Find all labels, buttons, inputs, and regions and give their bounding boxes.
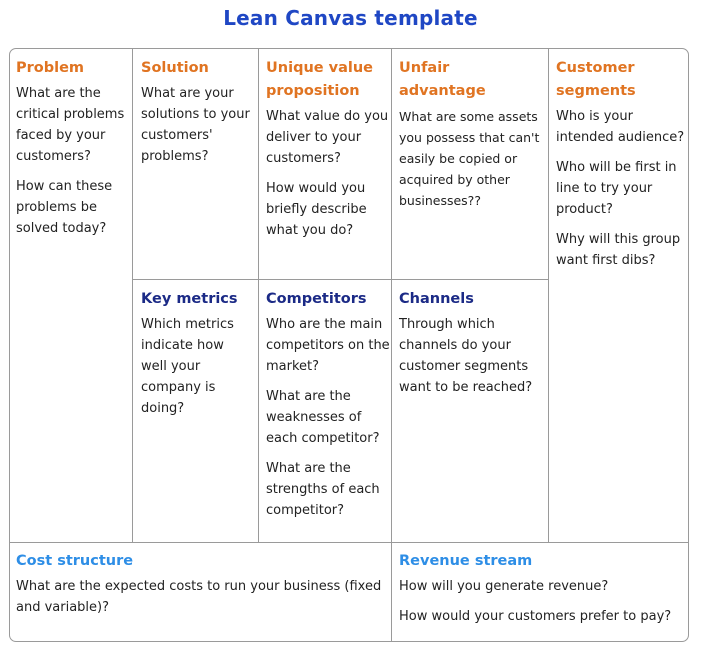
revenue-stream-heading: Revenue stream (399, 553, 533, 569)
key-metrics-question: Which metrics indicate how well your company is doing? (141, 317, 234, 416)
unfair-advantage-heading: Unfair advantage (399, 60, 486, 99)
revenue-stream-cell (399, 550, 687, 636)
cost-structure-heading: Cost structure (16, 553, 134, 569)
unfair-advantage-cell (399, 57, 545, 220)
cost-structure-cell (16, 550, 386, 627)
channels-heading: Channels (399, 291, 474, 307)
revenue-stream-question: How will you generate revenue? (399, 579, 609, 594)
revenue-stream-question: How would your customers prefer to pay? (399, 609, 672, 624)
divider (132, 49, 133, 542)
channels-question: Through which channels do your customer segments want to be reached? (399, 317, 533, 395)
divider (391, 49, 392, 642)
cost-structure-question: What are the expected costs to run your business (fixed and variable)? (16, 579, 382, 615)
competitors-question: What are the strengths of each competitor? (266, 461, 380, 518)
customer-segments-question: Who is your intended audience? (556, 109, 685, 145)
page-title: Lean Canvas template (223, 6, 478, 30)
competitors-heading: Competitors (266, 291, 367, 307)
channels-cell (399, 288, 545, 407)
solution-question: What are your solutions to your customers' problems? (141, 86, 250, 164)
problem-heading: Problem (16, 60, 85, 76)
competitors-cell (266, 288, 390, 530)
customer-segments-question: Who will be first in line to try your product? (556, 160, 677, 217)
solution-heading: Solution (141, 60, 209, 76)
uvp-question: What value do you deliver to your customers? (266, 109, 389, 166)
problem-question: How can these problems be solved today? (16, 179, 113, 236)
solution-cell (141, 57, 255, 176)
problem-cell (16, 57, 130, 248)
problem-question: What are the critical problems faced by your customers? (16, 86, 125, 164)
lean-canvas (9, 48, 689, 642)
divider (10, 542, 688, 543)
divider (548, 49, 549, 542)
uvp-question: How would you briefly describe what you do? (266, 181, 367, 238)
competitors-question: What are the weaknesses of each competitor? (266, 389, 380, 446)
customer-segments-heading: Customer segments (556, 60, 636, 99)
divider (132, 279, 548, 280)
customer-segments-cell (556, 57, 686, 280)
key-metrics-cell (141, 288, 241, 428)
uvp-cell (266, 57, 390, 250)
key-metrics-heading: Key metrics (141, 291, 238, 307)
customer-segments-question: Why will this group want first dibs? (556, 232, 681, 268)
uvp-heading: Unique value proposition (266, 60, 374, 99)
unfair-advantage-question: What are some assets you possess that can't easily be copied or acquired by other businesses?? (399, 109, 540, 208)
divider (258, 49, 259, 542)
competitors-question: Who are the main competitors on the market? (266, 317, 390, 374)
